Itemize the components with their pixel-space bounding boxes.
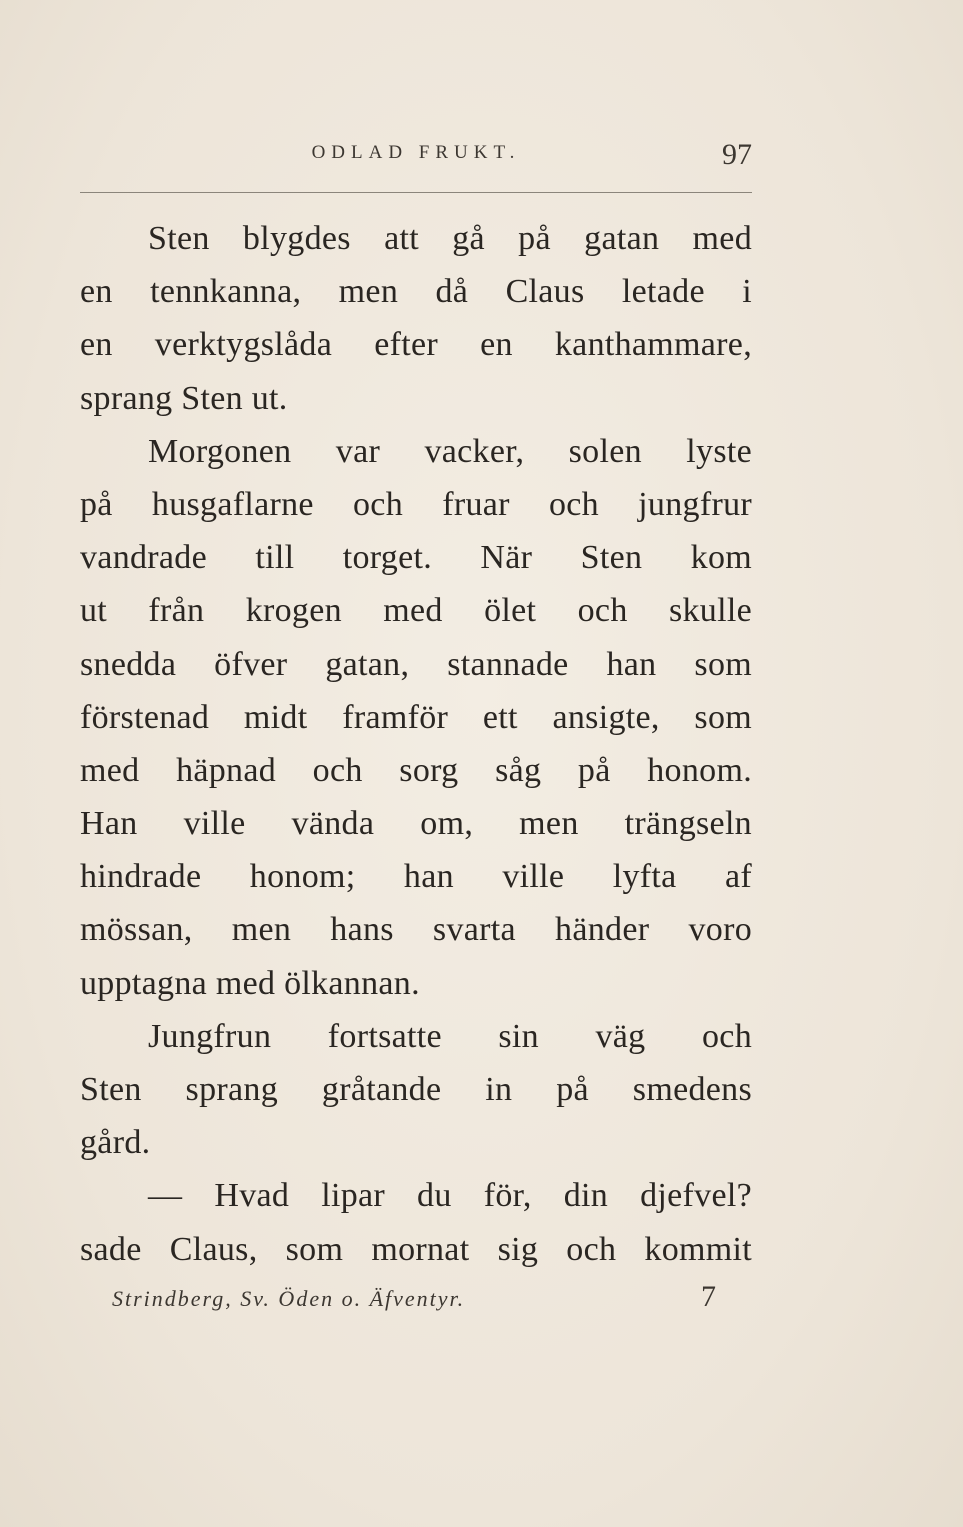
text-line: sade Claus, som mornat sig och kommit: [80, 1230, 752, 1268]
sheet-number: 7: [701, 1280, 716, 1313]
text-line: hindrade honom; han ville lyfta af: [80, 858, 752, 896]
text-line: en verktygslåda efter en kanthammare,: [80, 326, 752, 364]
page-footer: [112, 1280, 716, 1320]
running-title: ODLAD FRUKT.: [311, 142, 521, 163]
text-line: mössan, men hans svarta händer voro: [80, 911, 752, 949]
text-line: på husgaflarne och fruar och jungfrur: [80, 485, 752, 523]
text-line: en tennkanna, men då Claus letade i: [80, 273, 752, 311]
text-line: Sten blygdes att gå på gatan med: [148, 220, 752, 257]
text-line: sprang Sten ut.: [80, 379, 288, 417]
text-line: — Hvad lipar du för, din djefvel?: [148, 1177, 752, 1215]
signature-line: Strindberg, Sv. Öden o. Äfventyr.: [112, 1286, 466, 1311]
page-number: 97: [722, 138, 752, 171]
text-line: med häpnad och sorg såg på honom.: [80, 751, 752, 789]
text-line: Sten sprang gråtande in på smedens: [80, 1071, 752, 1108]
running-head: [80, 138, 752, 172]
text-line: ut från krogen med ölet och skulle: [80, 592, 752, 630]
body-text: [80, 212, 752, 1276]
text-line: vandrade till torget. När Sten kom: [80, 539, 752, 577]
text-line: snedda öfver gatan, stannade han som: [80, 645, 752, 683]
text-line: Han ville vända om, men trängseln: [80, 805, 752, 843]
text-line: gård.: [80, 1124, 151, 1162]
text-line: upptagna med ölkannan.: [80, 964, 420, 1002]
text-line: förstenad midt framför ett ansigte, som: [80, 698, 752, 736]
text-line: Jungfrun fortsatte sin väg och: [148, 1017, 752, 1055]
text-line: Morgonen var vacker, solen lyste: [148, 432, 752, 470]
header-rule: [80, 192, 752, 193]
